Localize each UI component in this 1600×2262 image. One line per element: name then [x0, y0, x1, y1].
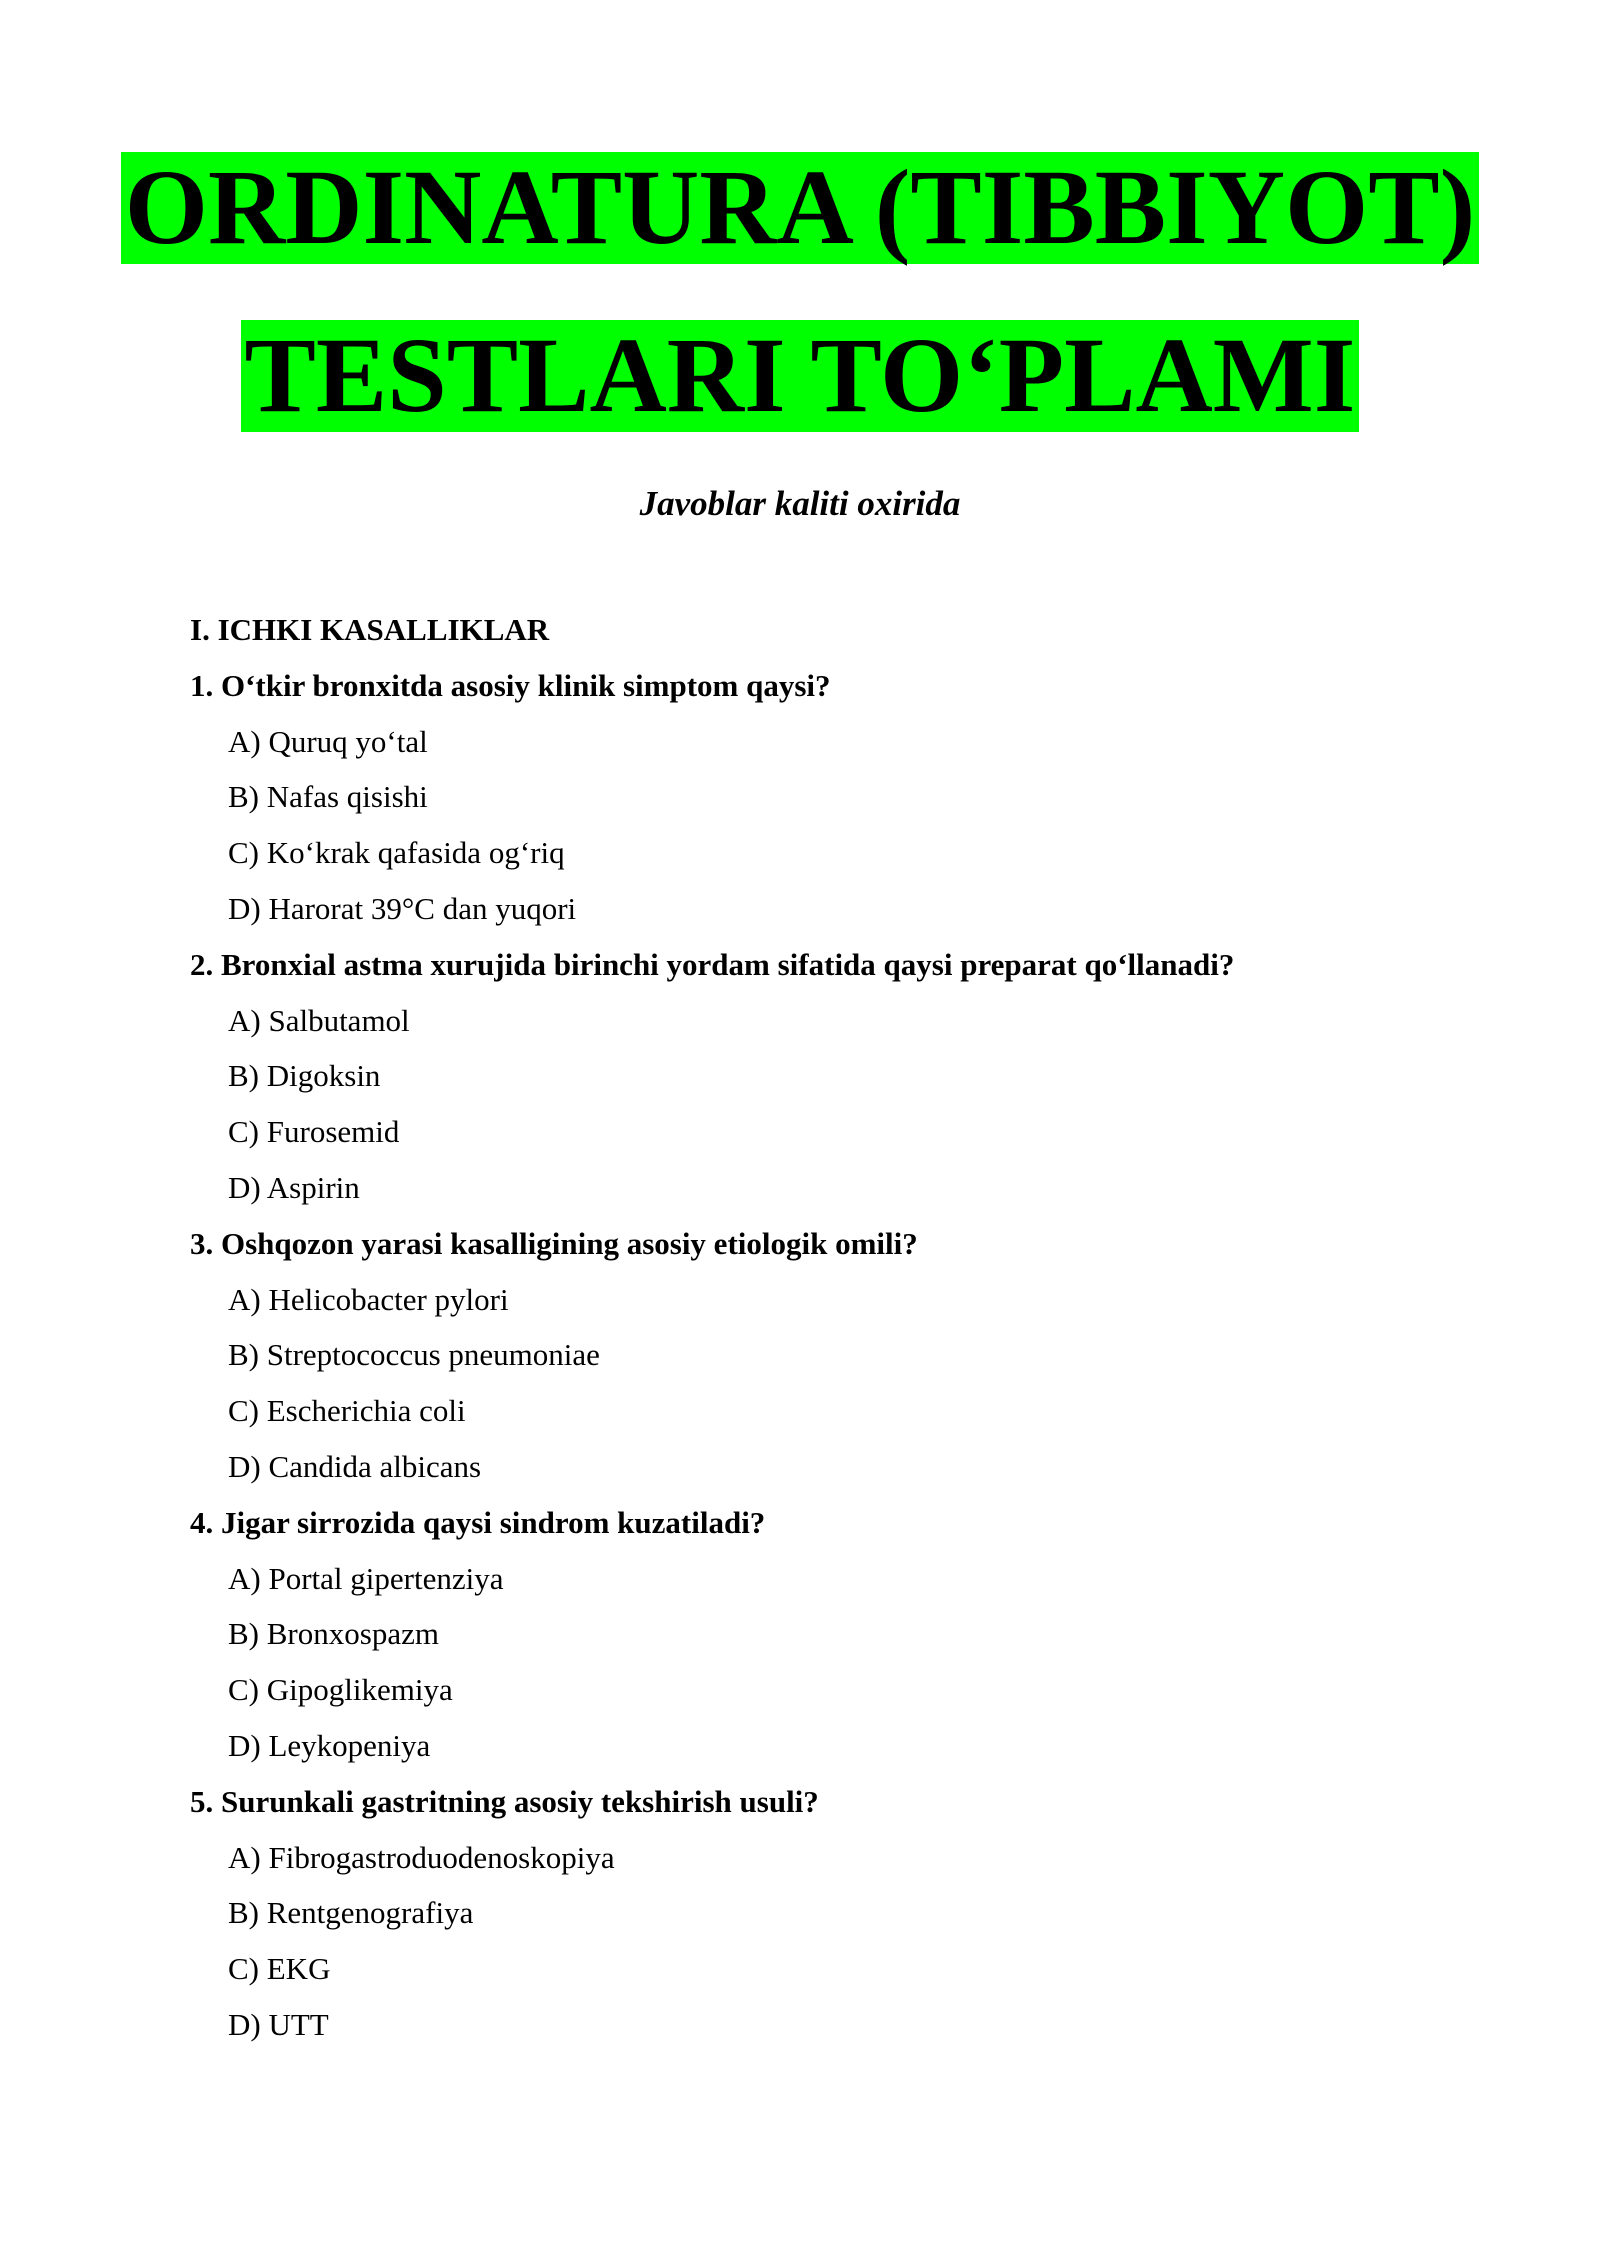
- title-highlight-1: ORDINATURA (TIBBIYOT): [121, 152, 1480, 264]
- answer-option: B) Streptococcus pneumoniae: [228, 1337, 600, 1373]
- question-text: 1. O‘tkir bronxitda asosiy klinik simptom qaysi?: [190, 667, 831, 703]
- answer-option: D) Candida albicans: [228, 1448, 482, 1484]
- question-text: 4. Jigar sirrozida qaysi sindrom kuzatiladi?: [190, 1504, 766, 1540]
- answer-option: D) UTT: [228, 2006, 329, 2042]
- answer-option: B) Bronxospazm: [228, 1616, 439, 1652]
- answer-option: C) Escherichia coli: [228, 1393, 466, 1429]
- title-highlight-2: TESTLARI TO‘PLAMI: [241, 320, 1360, 432]
- question-block: [190, 1216, 1440, 1495]
- question-block: [190, 658, 1440, 937]
- question-block: [190, 1774, 1440, 2053]
- question-block: [190, 937, 1440, 1216]
- answer-option: B) Rentgenografiya: [228, 1895, 474, 1931]
- answer-option: C) EKG: [228, 1951, 331, 1987]
- question-text: 3. Oshqozon yarasi kasalligining asosiy etiologik omili?: [190, 1225, 918, 1261]
- question-text: 5. Surunkali gastritning asosiy tekshirish usuli?: [190, 1783, 819, 1819]
- answer-option: D) Aspirin: [228, 1169, 360, 1205]
- section-heading: I. ICHKI KASALLIKLAR: [190, 612, 550, 647]
- document-subtitle: Javoblar kaliti oxirida: [639, 484, 961, 523]
- answer-option: C) Ko‘krak qafasida og‘riq: [228, 835, 565, 871]
- question-block: [190, 1495, 1440, 1774]
- answer-option: A) Portal gipertenziya: [228, 1560, 504, 1596]
- answer-option: B) Digoksin: [228, 1058, 381, 1094]
- answer-option: C) Furosemid: [228, 1114, 400, 1150]
- answer-option: A) Salbutamol: [228, 1002, 410, 1038]
- answer-option: A) Helicobacter pylori: [228, 1281, 509, 1317]
- answer-option: D) Harorat 39°C dan yuqori: [228, 890, 577, 926]
- test-section: [190, 602, 1440, 2053]
- answer-option: D) Leykopeniya: [228, 1727, 431, 1763]
- document-title-line-2: [0, 317, 1600, 435]
- answer-option: A) Quruq yo‘tal: [228, 723, 428, 759]
- question-text: 2. Bronxial astma xurujida birinchi yordam sifatida qaysi preparat qo‘llanadi?: [190, 946, 1235, 982]
- answer-option: B) Nafas qisishi: [228, 779, 428, 815]
- answer-option: C) Gipoglikemiya: [228, 1672, 453, 1708]
- answer-option: A) Fibrogastroduodenoskopiya: [228, 1839, 615, 1875]
- document-title-line-1: [0, 149, 1600, 267]
